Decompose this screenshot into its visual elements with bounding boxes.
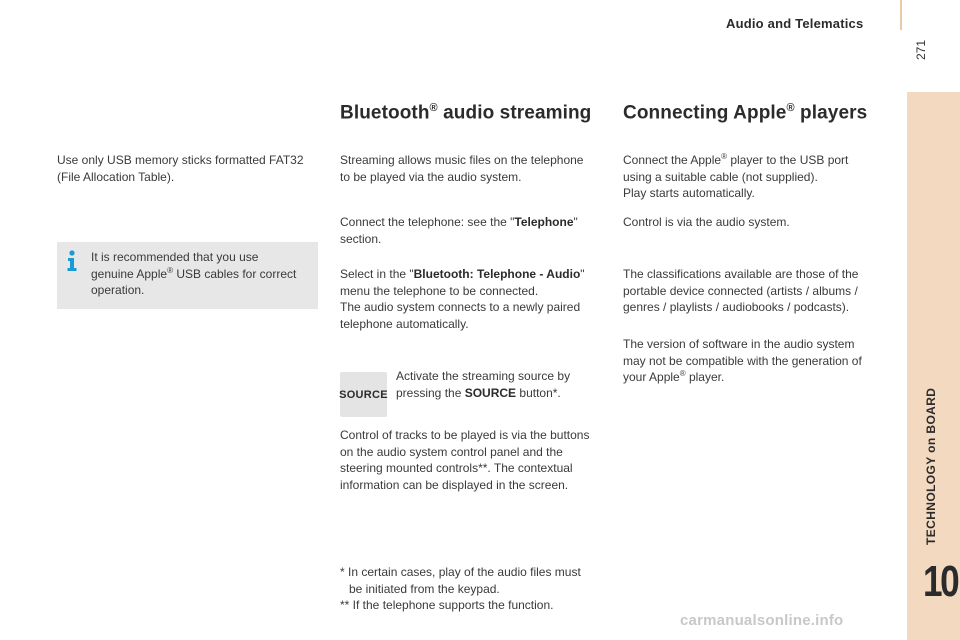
apple-classifications: The classifications available are those of the portable device connected (artists / albums / genres / playlists / audiobooks / podcasts).: [623, 267, 859, 314]
usb-note-line: (File Allocation Table).: [57, 169, 175, 184]
header-divider: [900, 0, 902, 30]
info-line: genuine Apple® USB cables for correct: [91, 265, 297, 281]
chapter-label: TECHNOLOGY on BOARD: [924, 387, 938, 545]
footnotes: * In certain cases, play of the audio files must be initiated from the keypad. ** If the telephone supports the function.: [340, 565, 581, 612]
info-icon: [64, 250, 80, 272]
apple-connect: Connect the Apple® player to the USB port using a suitable cable (not supplied). Play starts automatically.: [623, 152, 849, 200]
info-box-text: [91, 249, 313, 299]
bluetooth-activate: Activate the streaming source by pressing the SOURCE button*.: [396, 369, 571, 400]
apple-version: The version of software in the audio system may not be compatible with the generation of your Apple® player.: [623, 337, 862, 384]
bluetooth-heading: Bluetooth® audio streaming: [340, 102, 592, 124]
apple-heading: Connecting Apple® players: [623, 102, 868, 124]
bluetooth-controls: Control of tracks to be played is via the buttons on the audio system control panel and the steering mounted controls**. The contextual information can be displayed in the screen.: [340, 428, 590, 492]
watermark: carmanualsonline.info: [680, 612, 844, 629]
usb-note-line: Use only USB memory sticks formatted FAT32: [57, 153, 304, 167]
info-line: operation.: [91, 283, 145, 297]
bluetooth-intro: Streaming allows music files on the telephone to be played via the audio system.: [340, 153, 584, 184]
chapter-number: 10: [923, 557, 958, 606]
usb-note: [57, 152, 304, 185]
source-button-image: SOURCE: [340, 372, 387, 417]
page-number: 271: [914, 39, 928, 60]
bluetooth-select: Select in the "Bluetooth: Telephone - Audio" menu the telephone to be connected. The audio system connects to a newly paired telephone automatically.: [340, 267, 585, 331]
info-line: It is recommended that you use: [91, 250, 259, 264]
apple-control: Control is via the audio system.: [623, 215, 790, 229]
page-header-title: Audio and Telematics: [726, 16, 864, 31]
bluetooth-connect: Connect the telephone: see the "Telephone" section.: [340, 215, 578, 246]
